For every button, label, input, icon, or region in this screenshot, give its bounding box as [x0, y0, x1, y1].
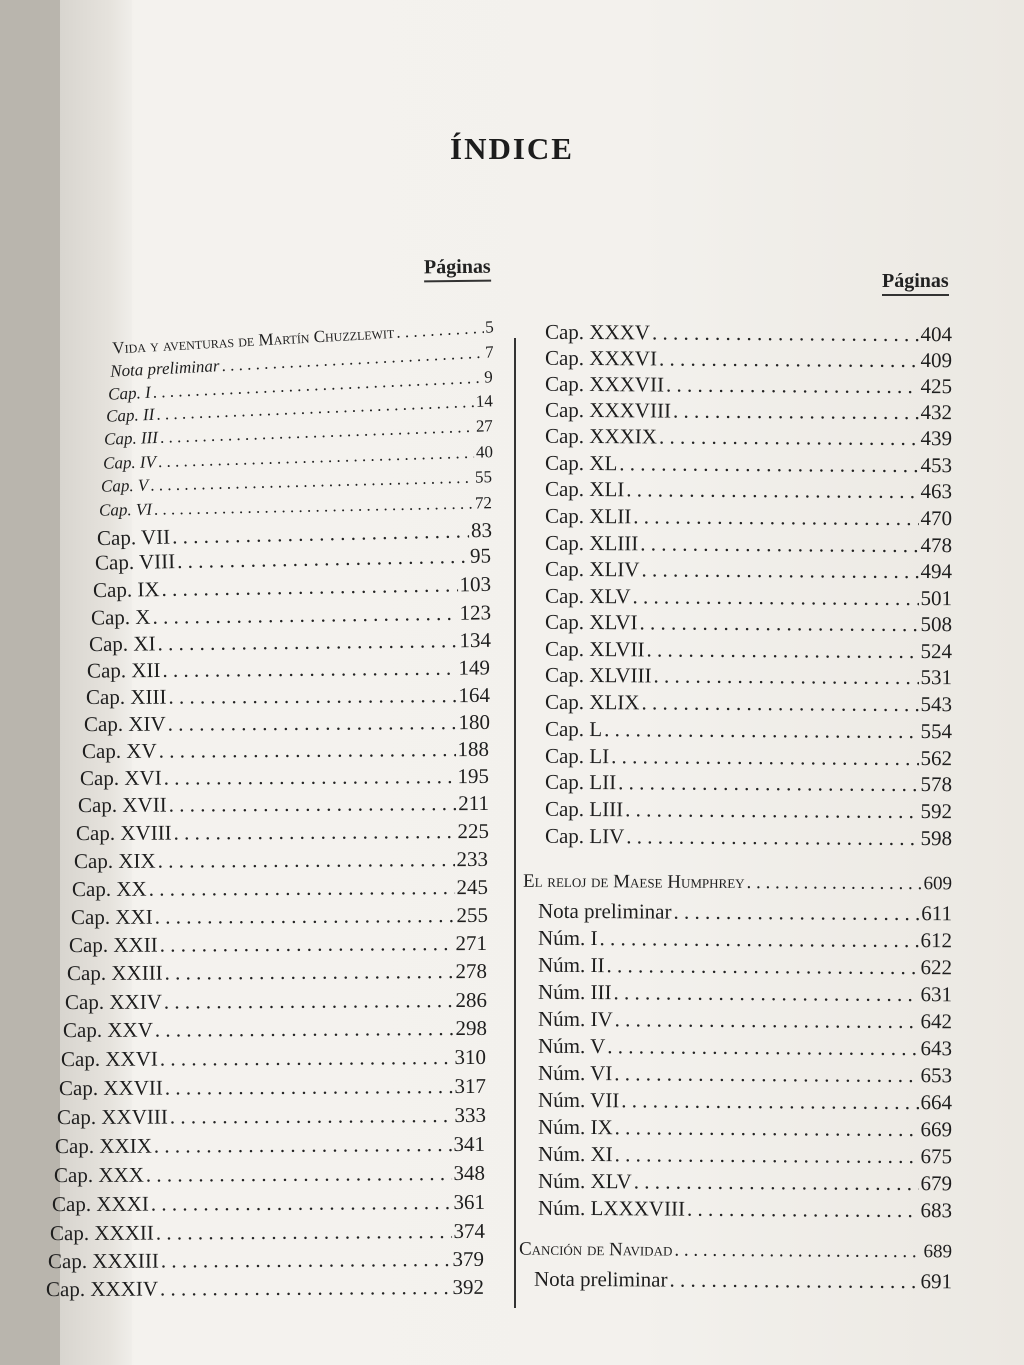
index-entry [545, 451, 952, 478]
entry-label: Cap. XXXIII [47, 1248, 159, 1274]
entry-label: Cap. XIX [73, 848, 156, 874]
entry-label: Cap. I [107, 382, 152, 404]
left-column-header: Páginas [424, 256, 491, 283]
index-entry [523, 871, 952, 896]
entry-label: Canción de Navidad [518, 1238, 673, 1261]
entry-page-number: 103 [459, 571, 492, 597]
right-column-header: Páginas [882, 270, 949, 296]
leader-dots [666, 372, 919, 399]
leader-dots [160, 1045, 453, 1072]
entry-label: Nota preliminar [537, 898, 672, 924]
entry-label: Cap. VI [98, 499, 153, 520]
index-entry [538, 1061, 952, 1089]
leader-dots [626, 477, 918, 504]
entry-page-number: 14 [475, 391, 494, 411]
leader-dots [632, 584, 918, 611]
entry-label: Cap. II [105, 404, 155, 426]
leader-dots [606, 953, 918, 980]
entry-page-number: 611 [921, 901, 953, 926]
entry-page-number: 83 [470, 517, 493, 543]
index-entry [538, 953, 952, 981]
entry-label: Cap. XVII [77, 792, 167, 818]
entry-label: Núm. LXXXVIII [537, 1195, 686, 1221]
entry-label: Cap. XLVIII [544, 662, 652, 688]
leader-dots [170, 1103, 453, 1129]
index-entry [545, 346, 952, 373]
entry-label: Cap. LIII [544, 796, 624, 822]
entry-page-number: 691 [920, 1269, 953, 1294]
index-entry [55, 1132, 485, 1159]
entry-label: Cap. XXXII [49, 1220, 154, 1246]
index-entry [61, 1045, 486, 1072]
entry-label: Cap. XXIV [64, 989, 162, 1015]
entry-page-number: 225 [457, 818, 490, 844]
entry-page-number: 149 [458, 655, 491, 680]
index-entry [545, 770, 952, 797]
index-entry [50, 1219, 485, 1246]
entry-page-number: 72 [474, 493, 493, 513]
entry-page-number: 298 [455, 1015, 488, 1041]
entry-page-number: 211 [458, 790, 490, 816]
entry-page-number: 669 [920, 1117, 953, 1142]
entry-page-number: 554 [920, 719, 953, 744]
entry-label: Cap. VIII [94, 549, 176, 575]
entry-page-number: 374 [453, 1218, 486, 1244]
entry-label: Cap. XXIII [66, 960, 163, 986]
index-entry [538, 1169, 952, 1197]
leader-dots [168, 683, 456, 710]
leader-dots [155, 1016, 454, 1043]
leader-dots [161, 572, 457, 602]
leader-dots [611, 744, 918, 771]
entry-label: Núm. IX [537, 1114, 613, 1140]
index-entry [59, 1074, 486, 1101]
entry-label: Cap. XLIX [544, 689, 640, 715]
entry-page-number: 531 [920, 665, 953, 690]
entry-label: Cap. XV [81, 738, 157, 764]
index-entry [52, 1190, 485, 1217]
entry-label: Cap. XXI [70, 904, 153, 930]
entry-label: Cap. XXXVI [544, 345, 658, 371]
leader-dots [599, 926, 918, 953]
entry-page-number: 642 [920, 1009, 953, 1034]
index-entry [86, 683, 490, 710]
index-entry [545, 424, 952, 451]
leader-dots [158, 847, 455, 874]
entry-page-number: 404 [920, 322, 953, 347]
entry-page-number: 9 [483, 367, 494, 387]
leader-dots [613, 980, 918, 1007]
entry-label: Cap. XLI [544, 476, 625, 502]
entry-page-number: 164 [458, 682, 491, 708]
entry-page-number: 255 [456, 902, 489, 928]
entry-page-number: 245 [456, 874, 489, 900]
index-entry [69, 931, 487, 958]
entry-page-number: 463 [920, 479, 953, 504]
entry-label: Cap. XXXI [51, 1191, 149, 1217]
entry-label: Cap. IX [92, 577, 160, 603]
leader-dots [168, 710, 457, 737]
entry-page-number: 622 [920, 955, 953, 980]
entry-page-number: 348 [453, 1160, 486, 1186]
entry-page-number: 425 [920, 374, 953, 399]
leader-dots [177, 544, 468, 574]
index-entry [46, 1275, 484, 1302]
entry-page-number: 95 [469, 543, 492, 568]
index-entry [65, 988, 487, 1015]
column-divider [514, 338, 516, 1308]
index-entry [87, 655, 490, 683]
entry-label: Cap. IV [102, 452, 157, 473]
index-entry [545, 398, 952, 425]
leader-dots [149, 875, 455, 902]
leader-dots [161, 1247, 451, 1274]
entry-page-number: 508 [920, 612, 953, 637]
leader-dots [159, 737, 456, 764]
entry-page-number: 392 [452, 1274, 485, 1300]
index-entry [538, 1088, 952, 1116]
entry-page-number: 123 [459, 600, 492, 625]
entry-label: Nota preliminar [533, 1266, 668, 1292]
entry-label: Cap. XXV [62, 1017, 153, 1043]
entry-label: Cap. XI [88, 631, 156, 657]
entry-page-number: 27 [475, 416, 494, 436]
entry-label: Cap. XXXIX [544, 423, 658, 449]
entry-label: Cap. III [103, 427, 159, 449]
entry-page-number: 333 [454, 1102, 487, 1128]
entry-page-number: 439 [920, 426, 953, 451]
leader-dots [669, 1268, 918, 1295]
entry-page-number: 341 [453, 1131, 486, 1157]
leader-dots [652, 320, 919, 347]
index-entry [538, 1142, 952, 1170]
leader-dots [164, 764, 456, 791]
leader-dots [162, 656, 456, 683]
entry-label: Cap. X [90, 604, 151, 630]
entry-page-number: 494 [920, 559, 953, 584]
entry-label: Cap. XXXVII [544, 371, 665, 397]
entry-label: Cap. XLV [544, 583, 631, 609]
index-entry [545, 610, 952, 637]
leader-dots [151, 1190, 452, 1217]
entry-label: Cap. XXII [68, 932, 158, 958]
entry-page-number: 524 [920, 639, 953, 664]
entry-page-number: 310 [454, 1044, 487, 1070]
entry-label: Cap. XIV [83, 711, 166, 737]
index-entry [89, 628, 491, 657]
index-entry [538, 926, 952, 954]
leader-dots [165, 1074, 453, 1101]
leader-dots [639, 610, 918, 637]
leader-dots [155, 903, 455, 930]
entry-label: Cap. XXX [53, 1162, 144, 1188]
leader-dots [156, 1219, 452, 1246]
entry-page-number: 653 [920, 1063, 953, 1088]
entry-page-number: 612 [920, 928, 953, 953]
leader-dots [152, 601, 457, 630]
index-entry [538, 1007, 952, 1035]
index-entry [538, 1034, 952, 1062]
entry-label: Vida y aventuras de Martín Chuzzlewit [111, 322, 395, 358]
entry-page-number: 562 [920, 746, 953, 771]
index-entry [71, 903, 488, 930]
leader-dots [160, 931, 454, 958]
entry-label: Cap. XLVI [544, 609, 638, 635]
index-entry [80, 764, 489, 791]
entry-label: Cap. XLIV [544, 556, 640, 582]
leader-dots [673, 399, 919, 425]
entry-label: Cap. XXVIII [56, 1104, 168, 1130]
leader-dots [618, 770, 918, 797]
entry-label: Nota preliminar [109, 356, 220, 381]
entry-label: El reloj de Maese Humphrey [522, 870, 745, 894]
entry-label: Cap. XXVII [58, 1075, 163, 1101]
entry-page-number: 286 [455, 987, 488, 1013]
index-entry [545, 372, 952, 399]
entry-label: Cap. LI [544, 743, 610, 769]
entry-label: Núm. II [537, 952, 605, 978]
leader-dots [634, 1169, 919, 1196]
entry-page-number: 643 [920, 1036, 953, 1061]
entry-page-number: 317 [454, 1073, 487, 1099]
leader-dots [625, 797, 919, 824]
leader-dots [614, 1061, 918, 1088]
index-entry [545, 797, 952, 824]
entry-label: Cap. LII [544, 769, 617, 795]
entry-page-number: 180 [458, 709, 491, 735]
entry-label: Cap. XLIII [544, 530, 639, 556]
index-entry [545, 557, 952, 584]
entry-label: Cap. V [100, 475, 149, 496]
leader-dots [746, 872, 921, 895]
entry-page-number: 7 [484, 342, 495, 362]
index-entry [545, 320, 952, 347]
index-entry [545, 744, 952, 771]
entry-label: Cap. XX [71, 876, 147, 902]
index-entry [545, 690, 952, 717]
index-entry [78, 791, 489, 818]
index-entry [91, 600, 491, 630]
entry-page-number: 134 [459, 627, 492, 653]
entry-page-number: 432 [920, 400, 953, 425]
entry-page-number: 578 [920, 772, 953, 797]
leader-dots [687, 1197, 919, 1223]
entry-page-number: 271 [455, 930, 488, 956]
entry-label: Cap. LIV [544, 823, 625, 849]
leader-dots [604, 717, 918, 744]
leader-dots [659, 424, 919, 451]
index-entry [545, 663, 952, 690]
entry-page-number: 5 [484, 317, 495, 337]
index-entry [538, 980, 952, 1008]
entry-label: Cap. XL [544, 450, 618, 476]
leader-dots [621, 1088, 918, 1115]
entry-label: Cap. XXVI [60, 1046, 158, 1072]
entry-label: Núm. I [537, 925, 598, 951]
leader-dots [619, 451, 918, 478]
entry-page-number: 278 [455, 958, 488, 984]
leader-dots [641, 557, 918, 584]
leader-dots [164, 988, 454, 1015]
entry-page-number: 543 [920, 692, 953, 717]
entry-page-number: 478 [920, 533, 953, 558]
entry-label: Cap. XIII [85, 684, 167, 710]
entry-label: Cap. XXXV [544, 319, 651, 345]
leader-dots [633, 504, 918, 531]
entry-page-number: 675 [920, 1144, 953, 1169]
entry-label: Núm. VI [537, 1060, 613, 1086]
index-entry [545, 531, 952, 558]
leader-dots [607, 1034, 918, 1061]
index-entry [74, 847, 488, 874]
leader-dots [615, 1142, 919, 1169]
index-entry [538, 1115, 952, 1143]
leader-dots [674, 1240, 921, 1264]
entry-label: Cap. XLVII [544, 636, 645, 662]
entry-label: Cap. XXXIV [45, 1276, 159, 1302]
index-entry [545, 584, 952, 611]
entry-label: Cap. VII [96, 524, 171, 551]
entry-page-number: 195 [457, 763, 490, 789]
index-entry [545, 637, 952, 664]
entry-label: Núm. XI [537, 1141, 613, 1167]
index-entry [534, 1267, 952, 1295]
entry-label: Núm. III [537, 979, 612, 1005]
index-entry [63, 1016, 487, 1043]
entry-page-number: 501 [920, 586, 953, 611]
index-entry [82, 737, 489, 764]
leader-dots [659, 346, 919, 373]
entry-page-number: 361 [453, 1189, 486, 1215]
entry-page-number: 40 [475, 442, 494, 462]
entry-page-number: 470 [920, 506, 953, 531]
leader-dots [165, 959, 454, 986]
index-entry [538, 1196, 952, 1224]
entry-page-number: 664 [920, 1090, 953, 1115]
leader-dots [646, 637, 918, 664]
leader-dots [169, 791, 457, 818]
entry-page-number: 233 [456, 846, 489, 872]
entry-page-number: 609 [923, 873, 953, 895]
index-entry [54, 1161, 485, 1188]
entry-page-number: 188 [457, 736, 490, 762]
index-entry [72, 875, 488, 902]
index-entry [48, 1247, 484, 1274]
entry-page-number: 598 [920, 826, 953, 851]
page-title: ÍNDICE [450, 131, 574, 166]
entry-label: Cap. XII [86, 658, 161, 683]
entry-label: Cap. XXXVIII [544, 397, 672, 423]
leader-dots [615, 1115, 919, 1142]
leader-dots [641, 690, 918, 717]
entry-label: Núm. IV [537, 1006, 613, 1032]
entry-label: Cap. L [544, 716, 603, 742]
entry-label: Núm. V [537, 1033, 606, 1059]
entry-page-number: 683 [920, 1198, 953, 1223]
leader-dots [673, 900, 919, 927]
leader-dots [653, 663, 918, 690]
index-entry [545, 824, 952, 851]
entry-label: Cap. XXIX [54, 1133, 152, 1159]
index-entry [545, 477, 952, 504]
index-entry [57, 1103, 486, 1130]
index-entry [538, 899, 952, 927]
leader-dots [157, 628, 457, 656]
index-entry [545, 717, 952, 744]
entry-page-number: 409 [920, 348, 953, 373]
entry-label: Cap. XVIII [75, 820, 172, 846]
index-entry [67, 959, 487, 986]
entry-page-number: 592 [920, 799, 953, 824]
leader-dots [626, 824, 918, 851]
entry-page-number: 631 [920, 982, 953, 1007]
entry-page-number: 379 [452, 1246, 485, 1272]
entry-page-number: 689 [923, 1241, 953, 1263]
leader-dots [154, 1132, 452, 1159]
leader-dots [160, 1275, 451, 1302]
entry-label: Núm. VII [537, 1087, 620, 1113]
index-entry [84, 710, 490, 737]
index-entry [76, 819, 489, 846]
entry-label: Cap. XLII [544, 503, 632, 529]
leader-dots [640, 531, 918, 558]
leader-dots [146, 1161, 452, 1188]
index-entry [545, 504, 952, 531]
leader-dots [615, 1007, 919, 1034]
entry-label: Cap. XVI [79, 765, 162, 791]
index-entry [519, 1239, 952, 1264]
entry-page-number: 679 [920, 1171, 953, 1196]
leader-dots [174, 819, 456, 845]
entry-page-number: 453 [920, 453, 953, 478]
entry-label: Núm. XLV [537, 1168, 632, 1194]
entry-page-number: 55 [474, 467, 493, 487]
